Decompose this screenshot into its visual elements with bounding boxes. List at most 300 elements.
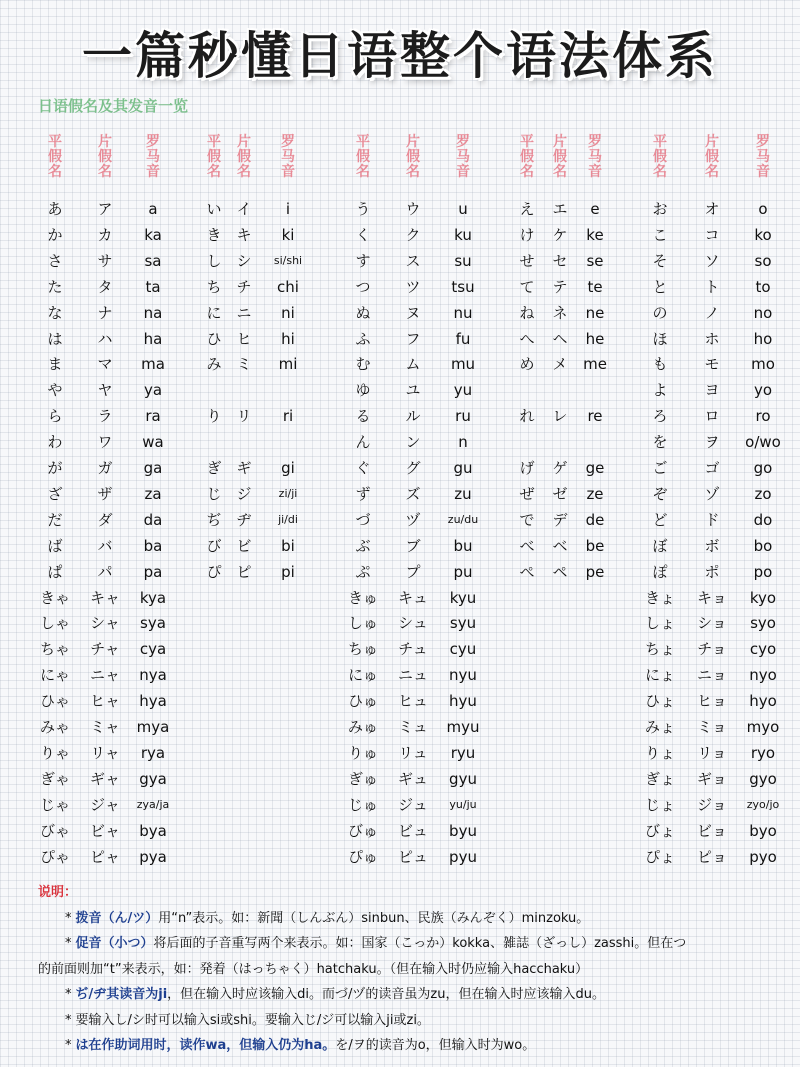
hiragana-cell: びゃ	[39, 821, 70, 840]
katakana-cell: ヒュ	[397, 692, 428, 711]
romaji-cell: pa	[143, 562, 163, 581]
hiragana-cell: みゅ	[347, 718, 378, 736]
hiragana-cell: りょ	[644, 743, 675, 762]
romaji-cell: mi	[278, 355, 298, 374]
katakana-cell: ジャ	[90, 795, 120, 814]
romaji-cell: zu/du	[447, 512, 479, 526]
romaji-cell: do	[753, 510, 773, 529]
katakana-cell: エ	[552, 200, 568, 218]
katakana-cell: ピ	[236, 562, 252, 581]
notes-label: 说明：	[38, 885, 78, 900]
romaji-cell: ne	[585, 303, 605, 322]
katakana-cell: ナ	[97, 303, 113, 322]
hiragana-cell: を	[652, 433, 668, 452]
katakana-cell: ヘ	[552, 329, 568, 348]
romaji-cell: pya	[139, 847, 167, 866]
katakana-cell: ゴ	[704, 459, 720, 477]
hiragana-cell: こ	[652, 225, 668, 244]
romaji-cell: ke	[586, 225, 604, 244]
hiragana-cell: みゃ	[39, 718, 70, 736]
romaji-cell: pyo	[749, 847, 777, 866]
note-item: * 促音（小つ）将后面的子音重写两个来表示。如：国家（こっか）kokka、雑誌（ざっし）zasshi。但在つ	[65, 936, 687, 951]
katakana-cell: プ	[405, 562, 421, 581]
katakana-cell: ショ	[697, 614, 727, 633]
hiragana-cell: む	[355, 355, 371, 374]
note-highlight: 促音（小つ）	[75, 936, 154, 951]
hiragana-cell: じ	[206, 484, 222, 503]
hiragana-cell: う	[355, 200, 371, 218]
hiragana-cell: ね	[519, 303, 535, 322]
katakana-cell: ブ	[405, 536, 421, 555]
katakana-cell: ギ	[236, 459, 252, 477]
katakana-cell: ズ	[405, 484, 421, 503]
katakana-cell: ザ	[97, 484, 113, 503]
hiragana-cell: へ	[519, 329, 535, 348]
hiragana-cell: つ	[355, 277, 371, 296]
romaji-cell: gu	[453, 459, 473, 477]
hiragana-cell: づ	[355, 510, 371, 529]
romaji-cell: bo	[753, 536, 773, 555]
hiragana-cell: ひょ	[644, 692, 675, 711]
note-text: を/ヲ的读音为o，但输入时为wo。	[335, 1038, 536, 1053]
romaji-cell: hyu	[449, 692, 477, 711]
romaji-cell: sya	[140, 614, 166, 633]
romaji-cell: ta	[145, 277, 161, 296]
romaji-cell: he	[585, 329, 605, 348]
romaji-cell: ko	[754, 225, 772, 244]
romaji-cell: ni	[281, 303, 295, 322]
katakana-cell: ミョ	[697, 718, 727, 736]
hiragana-cell: ふ	[355, 329, 371, 348]
romaji-cell: be	[585, 536, 605, 555]
romaji-cell: rya	[140, 743, 166, 762]
romaji-cell: e	[590, 200, 600, 218]
katakana-cell: ド	[704, 510, 720, 529]
hiragana-cell: にゃ	[40, 666, 70, 685]
hiragana-cell: け	[519, 225, 535, 244]
romaji-cell: ma	[141, 355, 165, 374]
column-header-katakana: 片 假 名	[237, 134, 251, 180]
hiragana-cell: る	[355, 407, 371, 426]
hiragana-cell: よ	[652, 381, 668, 400]
romaji-cell: ru	[455, 407, 471, 426]
romaji-cell: cyu	[449, 640, 477, 659]
katakana-cell: マ	[97, 355, 113, 374]
hiragana-cell: だ	[47, 510, 63, 529]
hiragana-cell: ぎ	[206, 459, 222, 477]
romaji-cell: no	[753, 303, 773, 322]
katakana-cell: ン	[405, 433, 421, 452]
note-item	[38, 957, 788, 983]
column-header-hiragana: 平 假 名	[48, 134, 62, 180]
katakana-cell: ヌ	[405, 303, 421, 322]
hiragana-cell: ぎゅ	[347, 769, 378, 788]
hiragana-cell: り	[206, 407, 222, 426]
note-item: * 要输入し/シ时可以输入si或shi。要输入じ/ジ可以输入ji或zi。	[65, 1012, 430, 1028]
hiragana-cell: ぼ	[652, 536, 668, 555]
katakana-cell: チョ	[697, 640, 727, 659]
hiragana-cell: あ	[47, 200, 63, 218]
katakana-cell: チャ	[90, 640, 120, 659]
katakana-cell: ホ	[704, 329, 720, 348]
romaji-cell: hya	[139, 692, 167, 711]
romaji-cell: ryu	[450, 743, 476, 762]
katakana-cell: ニャ	[89, 666, 120, 685]
note-highlight: ぢ/ヂ其读音为ji	[75, 987, 168, 1002]
romaji-cell: gya	[139, 769, 167, 788]
katakana-cell: ワ	[97, 433, 113, 452]
romaji-cell: za	[144, 484, 162, 503]
katakana-cell: ガ	[97, 459, 113, 477]
katakana-cell: ソ	[704, 251, 720, 270]
note-highlight: は在作助词用时，读作wa，但输入仍为ha。	[75, 1038, 336, 1053]
katakana-cell: ピャ	[89, 847, 120, 866]
hiragana-cell: りゅ	[347, 743, 378, 762]
hiragana-cell: きょ	[644, 588, 675, 607]
hiragana-cell: て	[519, 277, 535, 296]
hiragana-cell: ぽ	[652, 562, 668, 581]
katakana-cell: キ	[236, 225, 252, 244]
hiragana-cell: は	[47, 329, 63, 348]
romaji-cell: de	[585, 510, 605, 529]
hiragana-cell: ず	[355, 484, 371, 503]
hiragana-cell: み	[206, 355, 222, 374]
katakana-cell: シャ	[90, 614, 120, 633]
katakana-cell: チュ	[398, 640, 428, 659]
katakana-cell: チ	[236, 277, 252, 296]
column-header-romaji: 罗 马 音	[588, 134, 602, 180]
column-header-katakana: 片 假 名	[406, 134, 420, 180]
katakana-cell: ス	[405, 251, 421, 270]
hiragana-cell: ぶ	[355, 536, 371, 555]
column-header-hiragana: 平 假 名	[356, 134, 370, 180]
katakana-cell: セ	[552, 251, 568, 270]
page-title: 一篇秒懂日语整个语法体系	[82, 27, 718, 85]
katakana-cell: ニュ	[397, 666, 428, 685]
romaji-cell: pyu	[449, 847, 477, 866]
hiragana-cell: ご	[652, 459, 668, 477]
romaji-cell: po	[753, 562, 773, 581]
romaji-cell: syo	[750, 614, 776, 633]
romaji-cell: fu	[455, 329, 471, 348]
hiragana-cell: ぎょ	[644, 769, 675, 788]
romaji-cell: n	[458, 433, 468, 452]
romaji-cell: si/shi	[273, 253, 303, 267]
romaji-cell: ya	[143, 381, 163, 400]
katakana-cell: バ	[97, 536, 113, 555]
hiragana-cell: びょ	[644, 821, 675, 840]
hiragana-cell: みょ	[644, 718, 675, 736]
romaji-cell: ku	[454, 225, 472, 244]
katakana-cell: ボ	[704, 536, 720, 555]
romaji-cell: zo	[754, 484, 772, 503]
katakana-cell: ユ	[405, 381, 421, 400]
hiragana-cell: ぴ	[206, 562, 222, 581]
note-text: 的前面则加“t”来表示，如：発着（はっちゃく）hatchaku。（但在输入时仍应输入hacchaku）	[38, 961, 589, 977]
hiragana-cell: ぜ	[519, 484, 535, 503]
katakana-cell: ゲ	[552, 459, 568, 477]
katakana-cell: ビ	[236, 536, 252, 555]
romaji-cell: so	[754, 251, 772, 270]
katakana-cell: モ	[704, 355, 720, 374]
hiragana-cell: ぴゅ	[347, 847, 378, 866]
katakana-cell: タ	[97, 277, 113, 296]
hiragana-cell: ぷ	[355, 562, 371, 581]
romaji-cell: mya	[136, 718, 170, 736]
romaji-cell: zya/ja	[136, 797, 170, 811]
katakana-cell: ト	[704, 277, 720, 296]
romaji-cell: u	[458, 200, 468, 218]
katakana-cell: ヒョ	[696, 692, 727, 711]
hiragana-cell: ぐ	[355, 459, 371, 477]
romaji-cell: kyu	[449, 588, 477, 607]
romaji-cell: zyo/jo	[746, 797, 780, 811]
romaji-cell: chi	[277, 277, 299, 296]
romaji-cell: ga	[143, 459, 163, 477]
romaji-cell: nyo	[749, 666, 777, 685]
hiragana-cell: じょ	[644, 795, 675, 814]
katakana-cell: ポ	[704, 562, 720, 581]
hiragana-cell: ぞ	[652, 484, 668, 503]
column-header-katakana: 片 假 名	[98, 134, 112, 180]
katakana-cell: サ	[97, 251, 113, 270]
hiragana-cell: ちゅ	[347, 640, 378, 659]
hiragana-cell: びゅ	[347, 821, 378, 840]
note-item: * は在作助词用时，读作wa，但输入仍为ha。を/ヲ的读音为o，但输入时为wo。	[65, 1038, 536, 1053]
katakana-cell: ヲ	[704, 433, 720, 452]
hiragana-cell: す	[355, 251, 371, 270]
katakana-cell: ギュ	[397, 769, 428, 788]
romaji-cell: ba	[143, 536, 163, 555]
hiragana-cell: ぴゃ	[39, 847, 70, 866]
hiragana-cell: れ	[519, 407, 535, 426]
hiragana-cell: ゆ	[355, 381, 371, 400]
romaji-cell: mu	[450, 355, 476, 374]
katakana-cell: ニ	[236, 303, 252, 322]
katakana-cell: ア	[97, 200, 113, 218]
katakana-cell: ヅ	[405, 510, 421, 529]
katakana-cell: ビャ	[89, 821, 120, 840]
hiragana-cell: しゃ	[39, 614, 70, 633]
romaji-cell: nyu	[449, 666, 477, 685]
romaji-cell: hi	[281, 329, 295, 348]
katakana-cell: カ	[97, 225, 113, 244]
hiragana-cell: ら	[47, 407, 63, 426]
hiragana-cell: ば	[47, 536, 63, 555]
katakana-cell: ダ	[97, 510, 113, 529]
katakana-cell: ゼ	[552, 484, 568, 503]
hiragana-cell: じゃ	[39, 795, 70, 814]
note-item: * 拨音（ん/ツ）用“n”表示。如：新聞（しんぶん）sinbun、民族（みんぞく）minzoku。	[65, 910, 590, 926]
katakana-cell: ヒャ	[89, 692, 120, 711]
romaji-cell: pi	[281, 562, 295, 581]
katakana-cell: ベ	[552, 536, 568, 555]
column-header-katakana: 片 假 名	[705, 134, 719, 180]
katakana-cell: キョ	[696, 588, 727, 607]
katakana-cell: シュ	[398, 614, 428, 633]
note-text: 用“n”表示。如：新聞（しんぶん）sinbun、民族（みんぞく）minzoku。	[158, 910, 590, 926]
katakana-cell: キュ	[397, 588, 428, 607]
hiragana-cell: ち	[206, 277, 222, 296]
katakana-cell: ピュ	[397, 847, 428, 866]
romaji-cell: ge	[585, 459, 605, 477]
katakana-cell: ゾ	[704, 484, 720, 503]
katakana-cell: キャ	[89, 588, 120, 607]
hiragana-cell: た	[47, 277, 63, 296]
katakana-cell: ニョ	[696, 666, 727, 685]
romaji-cell: ri	[282, 407, 294, 426]
column-header-romaji: 罗 马 音	[146, 134, 160, 180]
hiragana-cell: ちょ	[644, 640, 675, 659]
romaji-cell: na	[143, 303, 163, 322]
romaji-cell: gyo	[749, 769, 777, 788]
column-header-romaji: 罗 马 音	[456, 134, 470, 180]
hiragana-cell: ん	[355, 433, 371, 452]
romaji-cell: syu	[449, 614, 477, 633]
katakana-cell: シ	[236, 251, 252, 270]
hiragana-cell: せ	[519, 251, 535, 270]
romaji-cell: pe	[585, 562, 605, 581]
column-header-hiragana: 平 假 名	[520, 134, 534, 180]
katakana-cell: ヤ	[97, 381, 113, 400]
hiragana-cell: お	[652, 200, 668, 218]
hiragana-cell: ど	[652, 510, 668, 529]
hiragana-cell: ぎゃ	[39, 769, 70, 788]
romaji-cell: zu	[454, 484, 472, 503]
hiragana-cell: が	[47, 459, 63, 477]
katakana-cell: ビュ	[397, 821, 428, 840]
column-header-hiragana: 平 假 名	[653, 134, 667, 180]
hiragana-cell: し	[206, 251, 222, 270]
column-header-hiragana: 平 假 名	[207, 134, 221, 180]
katakana-cell: ケ	[552, 225, 568, 244]
romaji-cell: me	[583, 355, 607, 374]
hiragana-cell: ぺ	[519, 562, 535, 581]
romaji-cell: i	[285, 200, 291, 218]
katakana-cell: ウ	[405, 200, 421, 218]
hiragana-cell: ぬ	[355, 303, 371, 322]
romaji-cell: ze	[586, 484, 604, 503]
romaji-cell: nya	[139, 666, 167, 685]
hiragana-cell: ざ	[47, 484, 63, 503]
hiragana-cell: べ	[519, 536, 535, 555]
romaji-cell: bi	[281, 536, 295, 555]
katakana-cell: ヒ	[236, 329, 252, 348]
hiragana-cell: く	[355, 225, 371, 244]
katakana-cell: ピョ	[696, 847, 727, 866]
romaji-cell: o/wo	[745, 433, 781, 452]
note-highlight: 拨音（ん/ツ）	[75, 910, 159, 926]
romaji-cell: a	[148, 200, 158, 218]
katakana-cell: ジュ	[398, 795, 428, 814]
column-header-katakana: 片 假 名	[553, 134, 567, 180]
hiragana-cell: と	[652, 277, 668, 296]
hiragana-cell: き	[206, 225, 222, 244]
note-text: 要输入し/シ时可以输入si或shi。要输入じ/ジ可以输入ji或zi。	[75, 1012, 430, 1028]
hiragana-cell: げ	[519, 459, 535, 477]
romaji-cell: ka	[144, 225, 162, 244]
column-header-romaji: 罗 马 音	[281, 134, 295, 180]
romaji-cell: ha	[143, 329, 163, 348]
katakana-cell: ル	[405, 407, 421, 426]
hiragana-cell: の	[652, 303, 668, 322]
romaji-cell: ryo	[750, 743, 776, 762]
katakana-cell: ロ	[704, 407, 720, 426]
katakana-cell: ギャ	[89, 769, 120, 788]
hiragana-cell: ぢ	[206, 510, 222, 529]
romaji-cell: ra	[145, 407, 161, 426]
katakana-cell: テ	[552, 277, 568, 296]
romaji-cell: re	[587, 407, 603, 426]
katakana-cell: レ	[552, 407, 568, 426]
romaji-cell: byo	[749, 821, 777, 840]
romaji-cell: nu	[453, 303, 473, 322]
romaji-cell: da	[143, 510, 163, 529]
katakana-cell: ム	[405, 355, 421, 374]
romaji-cell: ro	[755, 407, 771, 426]
romaji-cell: cya	[139, 640, 167, 659]
katakana-cell: メ	[552, 355, 568, 374]
katakana-cell: フ	[405, 329, 421, 348]
romaji-cell: gyu	[449, 769, 477, 788]
hiragana-cell: や	[47, 381, 63, 400]
katakana-cell: ヨ	[704, 381, 720, 400]
katakana-cell: ジョ	[697, 795, 727, 814]
romaji-cell: zi/ji	[278, 486, 298, 500]
romaji-cell: kya	[139, 588, 167, 607]
katakana-cell: オ	[704, 200, 720, 218]
hiragana-cell: ほ	[652, 329, 668, 348]
hiragana-cell: わ	[47, 433, 63, 452]
romaji-cell: su	[454, 251, 472, 270]
romaji-cell: tsu	[451, 277, 475, 296]
romaji-cell: yo	[753, 381, 773, 400]
katakana-cell: ノ	[704, 303, 720, 322]
romaji-cell: kyo	[749, 588, 777, 607]
romaji-cell: mo	[751, 355, 775, 374]
hiragana-cell: しゅ	[347, 614, 378, 633]
katakana-cell: イ	[236, 200, 252, 218]
katakana-cell: ミュ	[398, 718, 428, 736]
hiragana-cell: ぱ	[47, 562, 63, 581]
katakana-cell: ツ	[405, 277, 421, 296]
romaji-cell: byu	[449, 821, 477, 840]
hiragana-cell: ろ	[652, 407, 668, 426]
column-header-romaji: 罗 马 音	[756, 134, 770, 180]
hiragana-cell: ひゃ	[39, 692, 70, 711]
romaji-cell: sa	[144, 251, 162, 270]
romaji-cell: se	[586, 251, 604, 270]
katakana-cell: ヂ	[236, 510, 252, 529]
romaji-cell: ki	[281, 225, 295, 244]
romaji-cell: myo	[746, 718, 780, 736]
hiragana-cell: い	[206, 200, 222, 218]
note-item: * ぢ/ヂ其读音为ji，但在输入时应该输入di。而づ/ヅ的读音虽为zu，但在输入时应该输入du。	[65, 987, 605, 1002]
romaji-cell: pu	[453, 562, 473, 581]
katakana-cell: リョ	[697, 743, 727, 762]
hiragana-cell: きゃ	[39, 588, 70, 607]
katakana-cell: ギョ	[696, 769, 727, 788]
hiragana-cell: じゅ	[347, 795, 378, 814]
note-text: ，但在输入时应该输入di。而づ/ヅ的读音虽为zu，但在输入时应该输入du。	[167, 987, 605, 1002]
katakana-cell: ハ	[97, 329, 113, 348]
hiragana-cell: に	[206, 303, 222, 322]
katakana-cell: ミ	[236, 355, 252, 374]
hiragana-cell: ぴょ	[644, 847, 675, 866]
katakana-cell: ミャ	[90, 718, 120, 736]
hiragana-cell: ひ	[206, 329, 222, 348]
hiragana-cell: も	[652, 355, 668, 374]
